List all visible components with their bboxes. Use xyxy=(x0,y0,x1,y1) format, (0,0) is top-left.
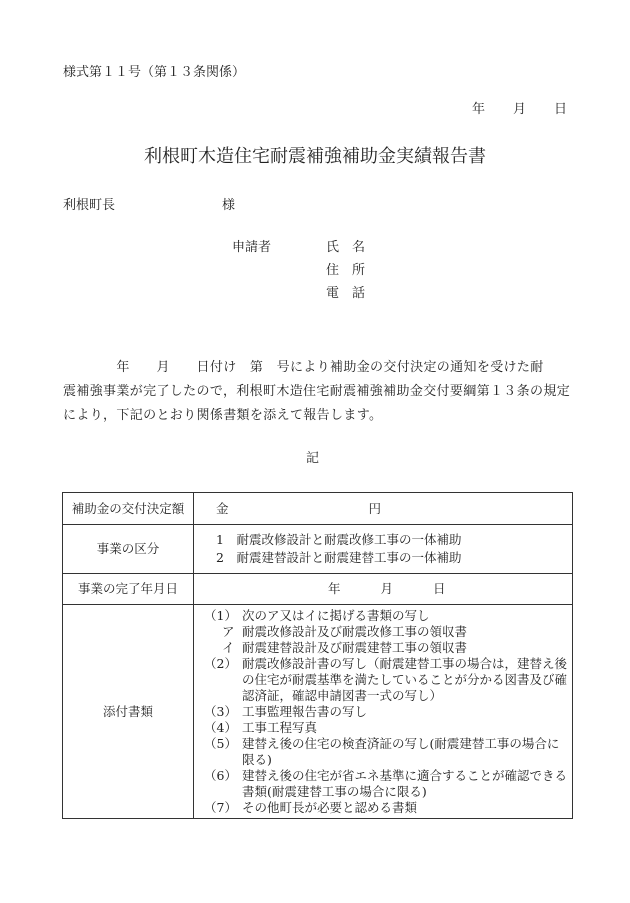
division-option: 1 耐震改修設計と耐震改修工事の一体補助 xyxy=(216,532,462,547)
body-line: 年 月 日付け 第 号により補助金の交付決定の通知を受けた耐 xyxy=(63,360,544,375)
date-year-label: 年 xyxy=(472,102,486,117)
addressee-name: 利根町長 xyxy=(63,198,116,213)
ki-heading: 記 xyxy=(306,451,320,466)
attachments-list xyxy=(194,605,573,819)
completion-day: 日 xyxy=(433,581,446,596)
applicant-address-label: 住 所 xyxy=(326,263,366,278)
completion-label: 事業の完了年月日 xyxy=(63,574,194,605)
form-number: 様式第１１号（第１３条関係） xyxy=(63,65,246,80)
table-row xyxy=(63,525,573,574)
date-month-label: 月 xyxy=(513,102,527,117)
applicant-name-label: 氏 名 xyxy=(326,240,366,255)
applicant-phone-label: 電 話 xyxy=(326,286,366,301)
division-label: 事業の区分 xyxy=(63,525,194,574)
date-day-label: 日 xyxy=(554,102,568,117)
list-item: （1） 次のア又はイに掲げる書類の写し xyxy=(204,608,430,623)
report-date xyxy=(472,101,567,118)
report-details-table xyxy=(62,492,573,819)
completion-date xyxy=(194,574,573,605)
addressee-honorific: 様 xyxy=(222,198,236,213)
completion-year: 年 xyxy=(328,581,341,596)
amount-prefix: 金 xyxy=(216,500,229,516)
amount-label: 補助金の交付決定額 xyxy=(63,493,194,525)
list-item: ア 耐震改修設計及び耐震改修工事の領収書 xyxy=(222,624,468,639)
list-item: （5） 建替え後の住宅の検査済証の写し(耐震建替工事の場合に限る) xyxy=(204,736,560,767)
report-body-text xyxy=(63,356,573,428)
table-row xyxy=(63,605,573,819)
document-title: 利根町木造住宅耐震補強補助金実績報告書 xyxy=(144,146,486,167)
table-row xyxy=(63,574,573,605)
list-item: （7） その他町長が必要と認める書類 xyxy=(204,800,418,815)
list-item: イ 耐震建替設計及び耐震建替工事の領収書 xyxy=(222,640,468,655)
attachments-label: 添付書類 xyxy=(63,605,194,819)
list-item: （4） 工事工程写真 xyxy=(204,720,318,735)
amount-value xyxy=(194,493,573,525)
body-line: 震補強事業が完了したので，利根町木造住宅耐震補強補助金交付要綱第１３条の規定 xyxy=(63,384,571,399)
amount-unit: 円 xyxy=(368,500,382,516)
division-options xyxy=(194,525,573,574)
table-row xyxy=(63,493,573,525)
applicant-block xyxy=(232,239,366,301)
addressee xyxy=(63,197,236,214)
body-line: により，下記のとおり関係書類を添えて報告します。 xyxy=(63,408,383,423)
division-option: 2 耐震建替設計と耐震建替工事の一体補助 xyxy=(216,550,462,565)
completion-month: 月 xyxy=(380,581,394,596)
applicant-label: 申請者 xyxy=(232,240,272,255)
list-item: （2） 耐震改修設計書の写し（耐震建替工事の場合は，建替え後の住宅が耐震基準を満たしていることが分かる図書及び確認済証，確認申請図書一式の写し） xyxy=(204,656,568,703)
list-item: （3） 工事監理報告書の写し xyxy=(204,704,368,719)
list-item: （6） 建替え後の住宅が省エネ基準に適合することが確認できる書類(耐震建替工事の場合に限る) xyxy=(204,768,568,799)
